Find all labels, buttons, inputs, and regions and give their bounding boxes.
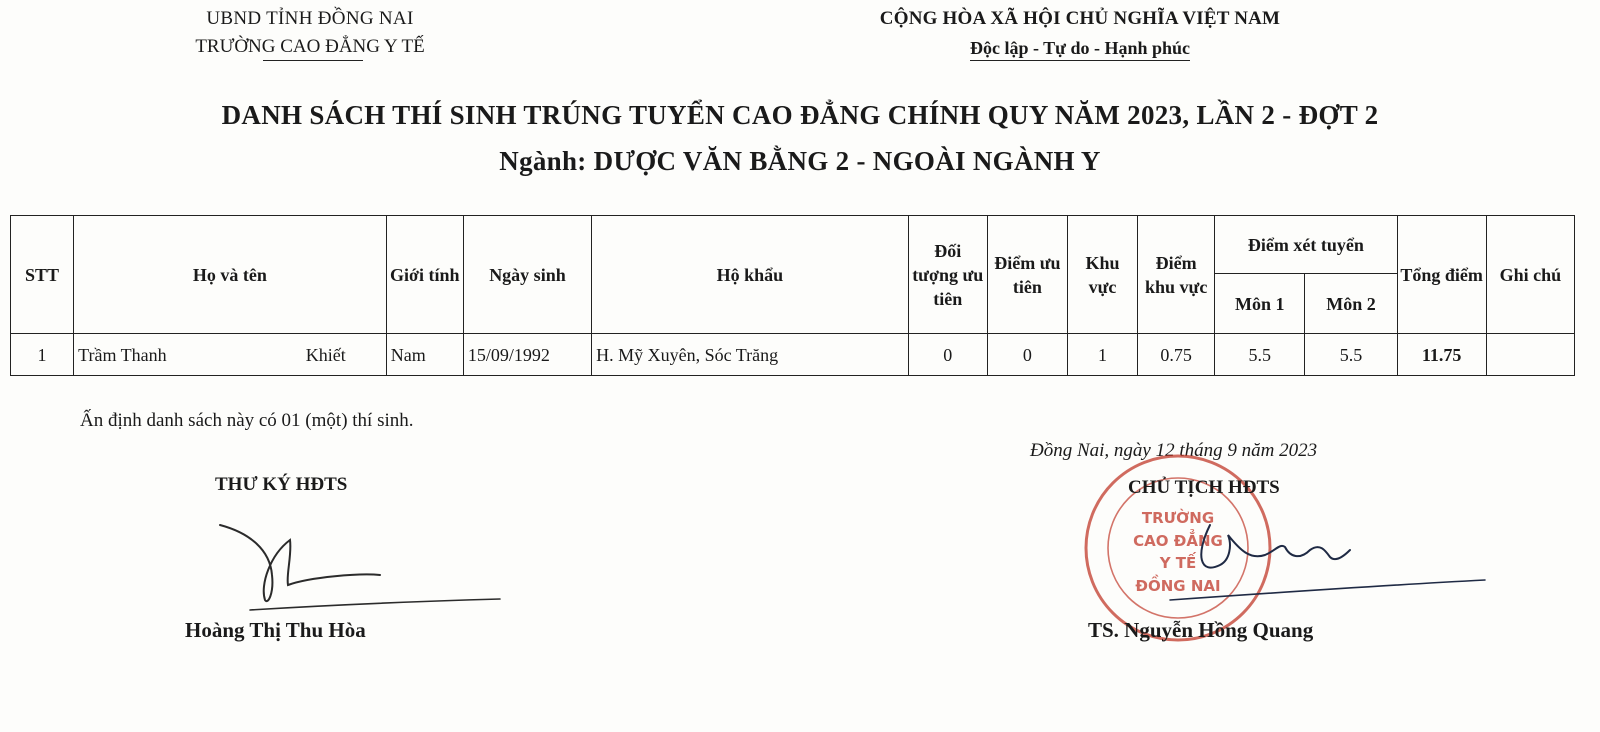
chair-title: CHỦ TỊCH HĐTS bbox=[1128, 477, 1280, 498]
cell-residence: H. Mỹ Xuyên, Sóc Trăng bbox=[592, 334, 909, 376]
chair-signature bbox=[1150, 505, 1490, 625]
header-total: Tổng điểm bbox=[1397, 216, 1486, 334]
table-row bbox=[11, 334, 1575, 376]
header-admission-scores: Điểm xét tuyển bbox=[1215, 216, 1397, 274]
cell-stt: 1 bbox=[11, 334, 74, 376]
place-and-date: Đồng Nai, ngày 12 tháng 9 năm 2023 bbox=[1030, 440, 1318, 461]
motto: Độc lập - Tự do - Hạnh phúc bbox=[970, 38, 1190, 61]
stamp-line1: TRƯỜNG bbox=[1141, 509, 1215, 527]
cell-gender: Nam bbox=[386, 334, 463, 376]
secretary-signature bbox=[210, 515, 510, 615]
cell-dob: 15/09/1992 bbox=[463, 334, 591, 376]
cell-area: 1 bbox=[1067, 334, 1137, 376]
cell-subject1: 5.5 bbox=[1215, 334, 1305, 376]
school-name-underline bbox=[263, 60, 362, 61]
cell-first-name: Khiết bbox=[305, 344, 346, 365]
list-confirmation-note: Ấn định danh sách này có 01 (một) thí sinh. bbox=[80, 410, 414, 431]
header-area-points: Điểm khu vực bbox=[1138, 216, 1215, 334]
header-area: Khu vực bbox=[1067, 216, 1137, 334]
cell-priority-group: 0 bbox=[908, 334, 987, 376]
header-priority-group: Đối tượng ưu tiên bbox=[908, 216, 987, 334]
header-name: Họ và tên bbox=[74, 216, 387, 334]
chair-name: TS. Nguyễn Hồng Quang bbox=[1088, 618, 1314, 642]
stamp-line4: ĐỒNG NAI bbox=[1135, 577, 1221, 595]
header-priority-points: Điểm ưu tiên bbox=[987, 216, 1067, 334]
school-name-text: TRƯỜNG CAO ĐẲNG Y TẾ bbox=[195, 36, 425, 57]
issuing-authority bbox=[140, 8, 480, 58]
header-gender: Giới tính bbox=[386, 216, 463, 334]
secretary-title: THƯ KÝ HĐTS bbox=[215, 474, 348, 495]
authority-name: UBND TỈNH ĐỒNG NAI bbox=[206, 8, 414, 29]
header-note: Ghi chú bbox=[1486, 216, 1574, 334]
admission-table bbox=[10, 215, 1575, 376]
country-name: CỘNG HÒA XÃ HỘI CHỦ NGHĨA VIỆT NAM bbox=[879, 8, 1281, 29]
header-residence: Hộ khẩu bbox=[592, 216, 909, 334]
header-subject2: Môn 2 bbox=[1305, 274, 1397, 334]
national-motto bbox=[820, 8, 1340, 61]
stamp-line3: Y TẾ bbox=[1159, 554, 1197, 572]
stamp-line2: CAO ĐẲNG bbox=[1133, 532, 1223, 550]
header-subject1: Môn 1 bbox=[1215, 274, 1305, 334]
document-title: DANH SÁCH THÍ SINH TRÚNG TUYỂN CAO ĐẲNG CHÍNH QUY NĂM 2023, LẦN 2 - ĐỢT 2 bbox=[221, 100, 1379, 130]
document-subtitle: Ngành: DƯỢC VĂN BẰNG 2 - NGOÀI NGÀNH Y bbox=[499, 146, 1101, 176]
cell-total: 11.75 bbox=[1397, 334, 1486, 376]
header-dob: Ngày sinh bbox=[463, 216, 591, 334]
cell-last-middle-name: Trầm Thanh bbox=[78, 344, 167, 365]
cell-area-points: 0.75 bbox=[1138, 334, 1215, 376]
school-name bbox=[195, 36, 424, 58]
secretary-name: Hoàng Thị Thu Hòa bbox=[185, 618, 366, 642]
cell-priority-points: 0 bbox=[987, 334, 1067, 376]
cell-subject2: 5.5 bbox=[1305, 334, 1397, 376]
cell-note bbox=[1486, 334, 1574, 376]
cell-name bbox=[74, 334, 387, 376]
header-stt: STT bbox=[11, 216, 74, 334]
